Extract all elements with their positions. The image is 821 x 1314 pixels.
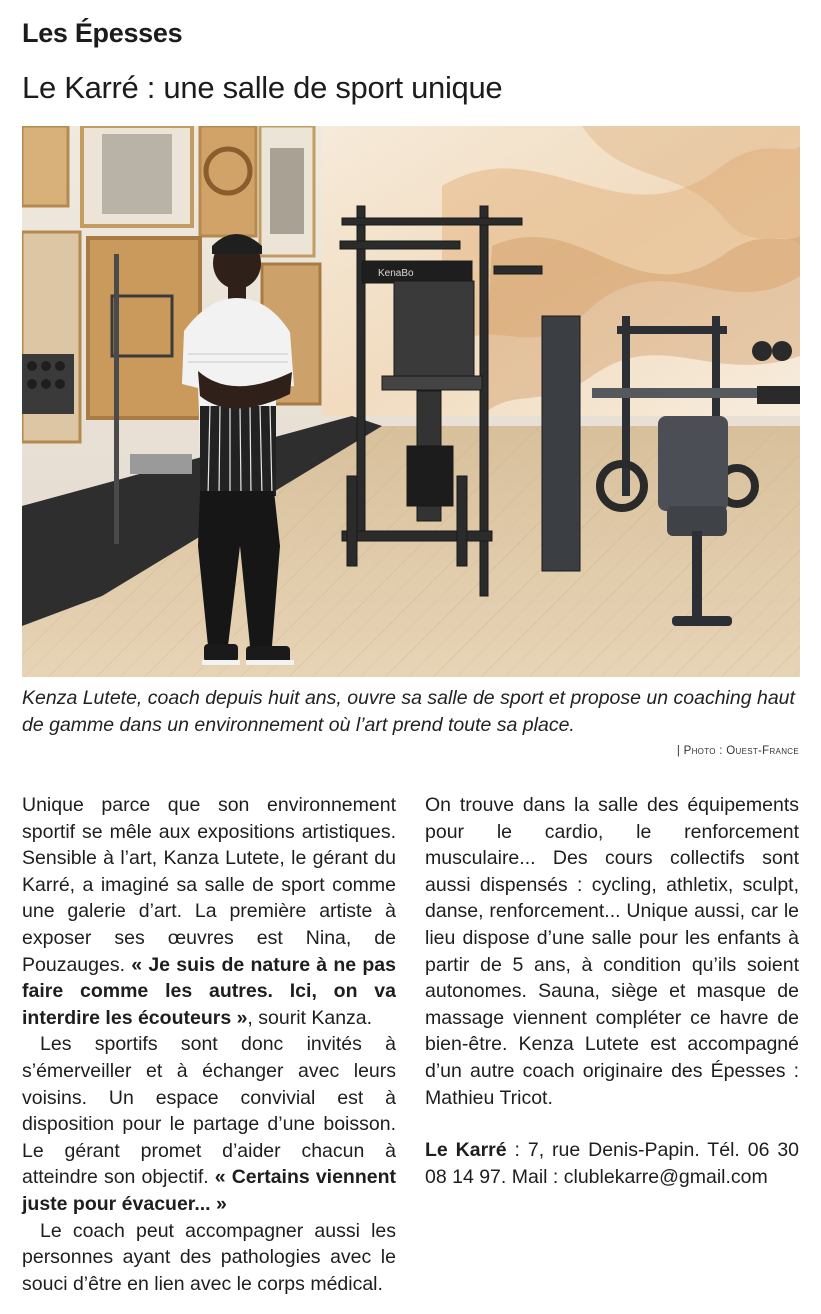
machine-brand-label: KenaBo xyxy=(378,268,414,279)
contact-details: : 7, rue Denis-Papin. Tél. 06 30 08 14 97. Mail : clublekarre@gmail.com xyxy=(425,1139,800,1188)
paragraph-spacer xyxy=(425,1111,799,1137)
article-paragraph-3: Le coach peut accompagner aussi les personnes ayant des pathologies avec le souci d’être en lien avec le corps médical. xyxy=(22,1219,396,1295)
article-paragraph-3-continued: On trouve dans la salle des équipements pour le cardio, le renforcement musculaire... Des cours collectifs sont aussi dispensés : cycling, athletix, sculpt, danse, renforcement... Unique aussi, car le lieu dispose d’une salle pour les enfants à partir de 5 ans, à condition qu’ils soient autonomes. Sauna, siège et masque de massage viennent compléter ce havre de bien-être. Kenza Lutete est accompagné d’un autre coach originaire des Épesses : Mathieu Tricot. xyxy=(425,794,799,1109)
section-kicker: Les Épesses xyxy=(22,18,183,48)
article-photo xyxy=(22,126,800,677)
paragraph-text: Les sportifs sont donc invités à s’émerveiller et à échanger avec leurs voisins. Un espace convivial est à disposition pour le partage d’une boisson. Le gérant promet d’aider chacun à atteindre son objectif. xyxy=(22,1033,396,1189)
contact-info xyxy=(425,1137,799,1190)
article-column-left xyxy=(22,792,396,1297)
article-paragraph-2 xyxy=(22,1031,396,1217)
paragraph-text: , sourit Kanza. xyxy=(247,1006,373,1029)
contact-name: Le Karré xyxy=(425,1139,507,1162)
quote-bold: « Certains viennent juste pour évacuer... » xyxy=(22,1166,396,1215)
photo-credit: | Photo : Ouest-France xyxy=(676,745,799,757)
article-headline: Le Karré : une salle de sport unique xyxy=(22,70,503,105)
photo-caption: Kenza Lutete, coach depuis huit ans, ouvre sa salle de sport et propose un coaching haut de gamme dans un environnement où l’art prend toute sa place. xyxy=(22,687,795,736)
paragraph-text: Unique parce que son environnement sportif se mêle aux expositions artistiques. Sensible à l’art, Kanza Lutete, le gérant du Karré, a imaginé sa salle de sport comme une galerie d’art. La première artiste à exposer ses œuvres est Nina, de Pouzauges. xyxy=(22,794,396,976)
article-column-right xyxy=(425,792,799,1190)
quote-bold: « Je suis de nature à ne pas faire comme les autres. Ici, on va interdire les écouteurs » xyxy=(22,953,396,1029)
article-paragraph-1 xyxy=(22,792,396,1031)
